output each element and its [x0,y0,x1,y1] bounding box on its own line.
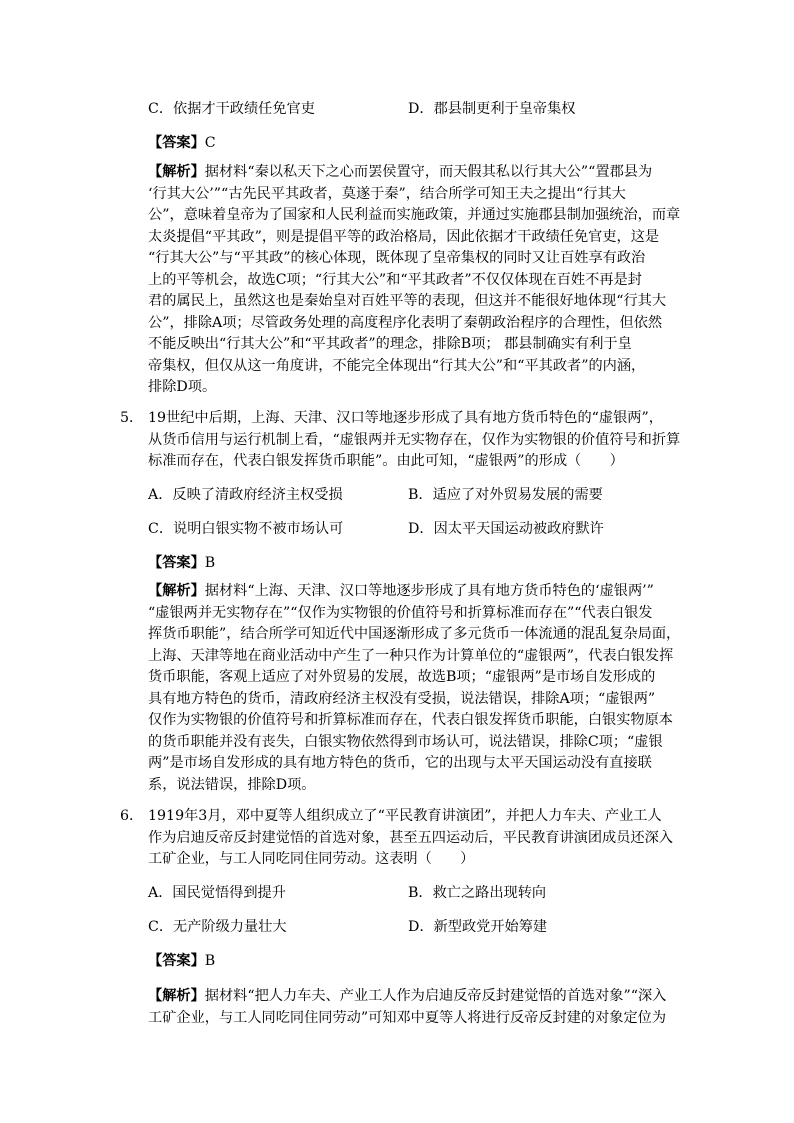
question-6 [120,806,673,871]
analysis-label: 【解析】 [148,583,205,599]
q5-option-a: A．反映了清政府经济主权受损 [148,487,343,503]
q6-option-c: C．无产阶级力量壮大 [148,919,287,935]
analysis-line: 挥货币职能”，结合所学可知近代中国逐渐形成了多元货币一体流通的混乱复杂局面， [148,626,681,642]
answer-label: 【答案】 [148,953,205,969]
analysis-line: 上海、天津等地在商业活动中产生了一种只作为计算单位的“虚银两”，代表白银发挥 [148,647,674,664]
analysis-line: 工矿企业，与工人同吃同住同劳动”可知邓中夏等人将进行反帝反封建的对象定位为 [148,1009,667,1026]
q4-answer [148,132,216,152]
q4-analysis [148,162,681,399]
analysis-line: 仅作为实物银的价值符号和折算标准而存在，代表白银发挥货币职能，白银实物原本 [148,712,673,728]
answer-label: 【答案】 [148,555,205,571]
analysis-line: 的货币职能并没有丧失，白银实物依然得到市场认可，说法错误，排除C项；“虚银 [148,733,663,750]
q6-option-b: B．救亡之路出现转向 [408,885,547,901]
question-number: 5． [120,410,144,426]
analysis-line: 公”，意味着皇帝为了国家和人民利益而实施政策，并通过实施郡县制加强统治，而章 [148,207,681,223]
answer-value: B [204,953,216,969]
analysis-line: 据材料“上海、天津、汉口等地逐步形成了具有地方货币特色的‘虚银两’” [204,583,654,599]
q4-option-d: D．郡县制更利于皇帝集权 [408,101,576,117]
analysis-line: 太炎提倡“平其政”，则是提倡平等的政治格局，因此依据才干政绩任免官吏，这是 [148,228,660,245]
question-5 [120,408,680,473]
analysis-line: 不能反映出“行其大公”和“平其政者”的理念，排除B项； 郡县制确实有利于皇 [148,336,632,352]
analysis-line: 据材料“把人力车夫、产业工人作为启迪反帝反封建觉悟的首选对象”“深入 [204,988,667,1004]
question-stem-line: 19世纪中后期，上海、天津、汉口等地逐步形成了具有地方货币特色的“虚银两”， [148,410,663,426]
question-stem-line: 1919年3月，邓中夏等人组织成立了“平民教育讲演团”，并把人力车夫、产业工人 [148,808,662,824]
q5-option-c: C．说明白银实物不被市场认可 [148,521,344,537]
question-stem-line: 作为启迪反帝反封建觉悟的首选对象，甚至五四运动后，平民教育讲演团成员还深入 [148,829,673,846]
analysis-line: 系，说法错误，排除D项。 [148,776,316,793]
question-stem-line: 从货币信用与运行机制上看，“虚银两并无实物存在，仅作为实物银的价值符号和折算 [148,431,681,448]
answer-value: C [204,135,216,151]
analysis-line: 两”是市场自发形成的具有地方特色的货币，它的出现与太平天国运动没有直接联 [148,755,652,771]
q4-option-c: C．依据才干政绩任免官吏 [148,101,315,117]
analysis-label: 【解析】 [148,164,205,180]
q6-answer [148,950,215,970]
question-stem-line: 标准而存在，代表白银发挥货币职能”。由此可知，“虚银两”的形成（ ） [148,453,624,469]
analysis-line: 具有地方特色的货币，清政府经济主权没有受损，说法错误，排除A项；“虚银两” [148,690,656,707]
analysis-line: “虚银两并无实物存在”“仅作为实物银的价值符号和折算标准而存在”“代表白银发 [148,604,653,621]
analysis-line: 君的属民上，虽然这也是秦始皇对百姓平等的表现，但这并不能很好地体现“行其大 [148,293,667,309]
analysis-label: 【解析】 [148,988,205,1004]
q5-option-d: D．因太平天国运动被政府默许 [408,521,604,537]
analysis-line: 据材料“秦以私天下之心而罢侯置守，而天假其私以行其大公”“置郡县为 [204,164,653,180]
analysis-line: 排除D项。 [148,379,217,395]
answer-value: B [204,555,216,571]
analysis-line: “行其大公”与“平其政”的核心体现，既体现了皇帝集权的同时又让百姓享有政治 [148,250,646,266]
q6-analysis [148,986,673,1029]
q6-option-a: A．国民觉悟得到提升 [148,885,286,901]
q5-option-b: B．适应了对外贸易发展的需要 [408,487,603,503]
question-stem-line: 工矿企业，与工人同吃同住同劳动。这表明（ ） [148,851,475,867]
answer-label: 【答案】 [148,135,205,151]
analysis-line: 帝集权，但仅从这一角度讲，不能完全体现出“行其大公”和“平其政者”的内涵， [148,357,646,374]
q6-option-d: D．新型政党开始筹建 [408,919,548,935]
question-number: 6． [120,808,144,824]
analysis-line: 上的平等机会，故选C项；“行其大公”和“平其政者”不仅仅体现在百姓不再是封 [148,271,642,288]
analysis-line: 公”，排除A项；尽管政务处理的高度程序化表明了秦朝政治程序的合理性，但依然 [148,314,663,331]
q5-answer [148,552,215,572]
q5-analysis [148,581,681,796]
analysis-line: ‘行其大公’”“古先民平其政者，莫遂于秦”，结合所学可知王夫之提出“行其大 [148,185,626,202]
analysis-line: 货币职能，客观上适应了对外贸易的发展，故选B项；“虚银两”是市场自发形成的 [148,669,656,685]
